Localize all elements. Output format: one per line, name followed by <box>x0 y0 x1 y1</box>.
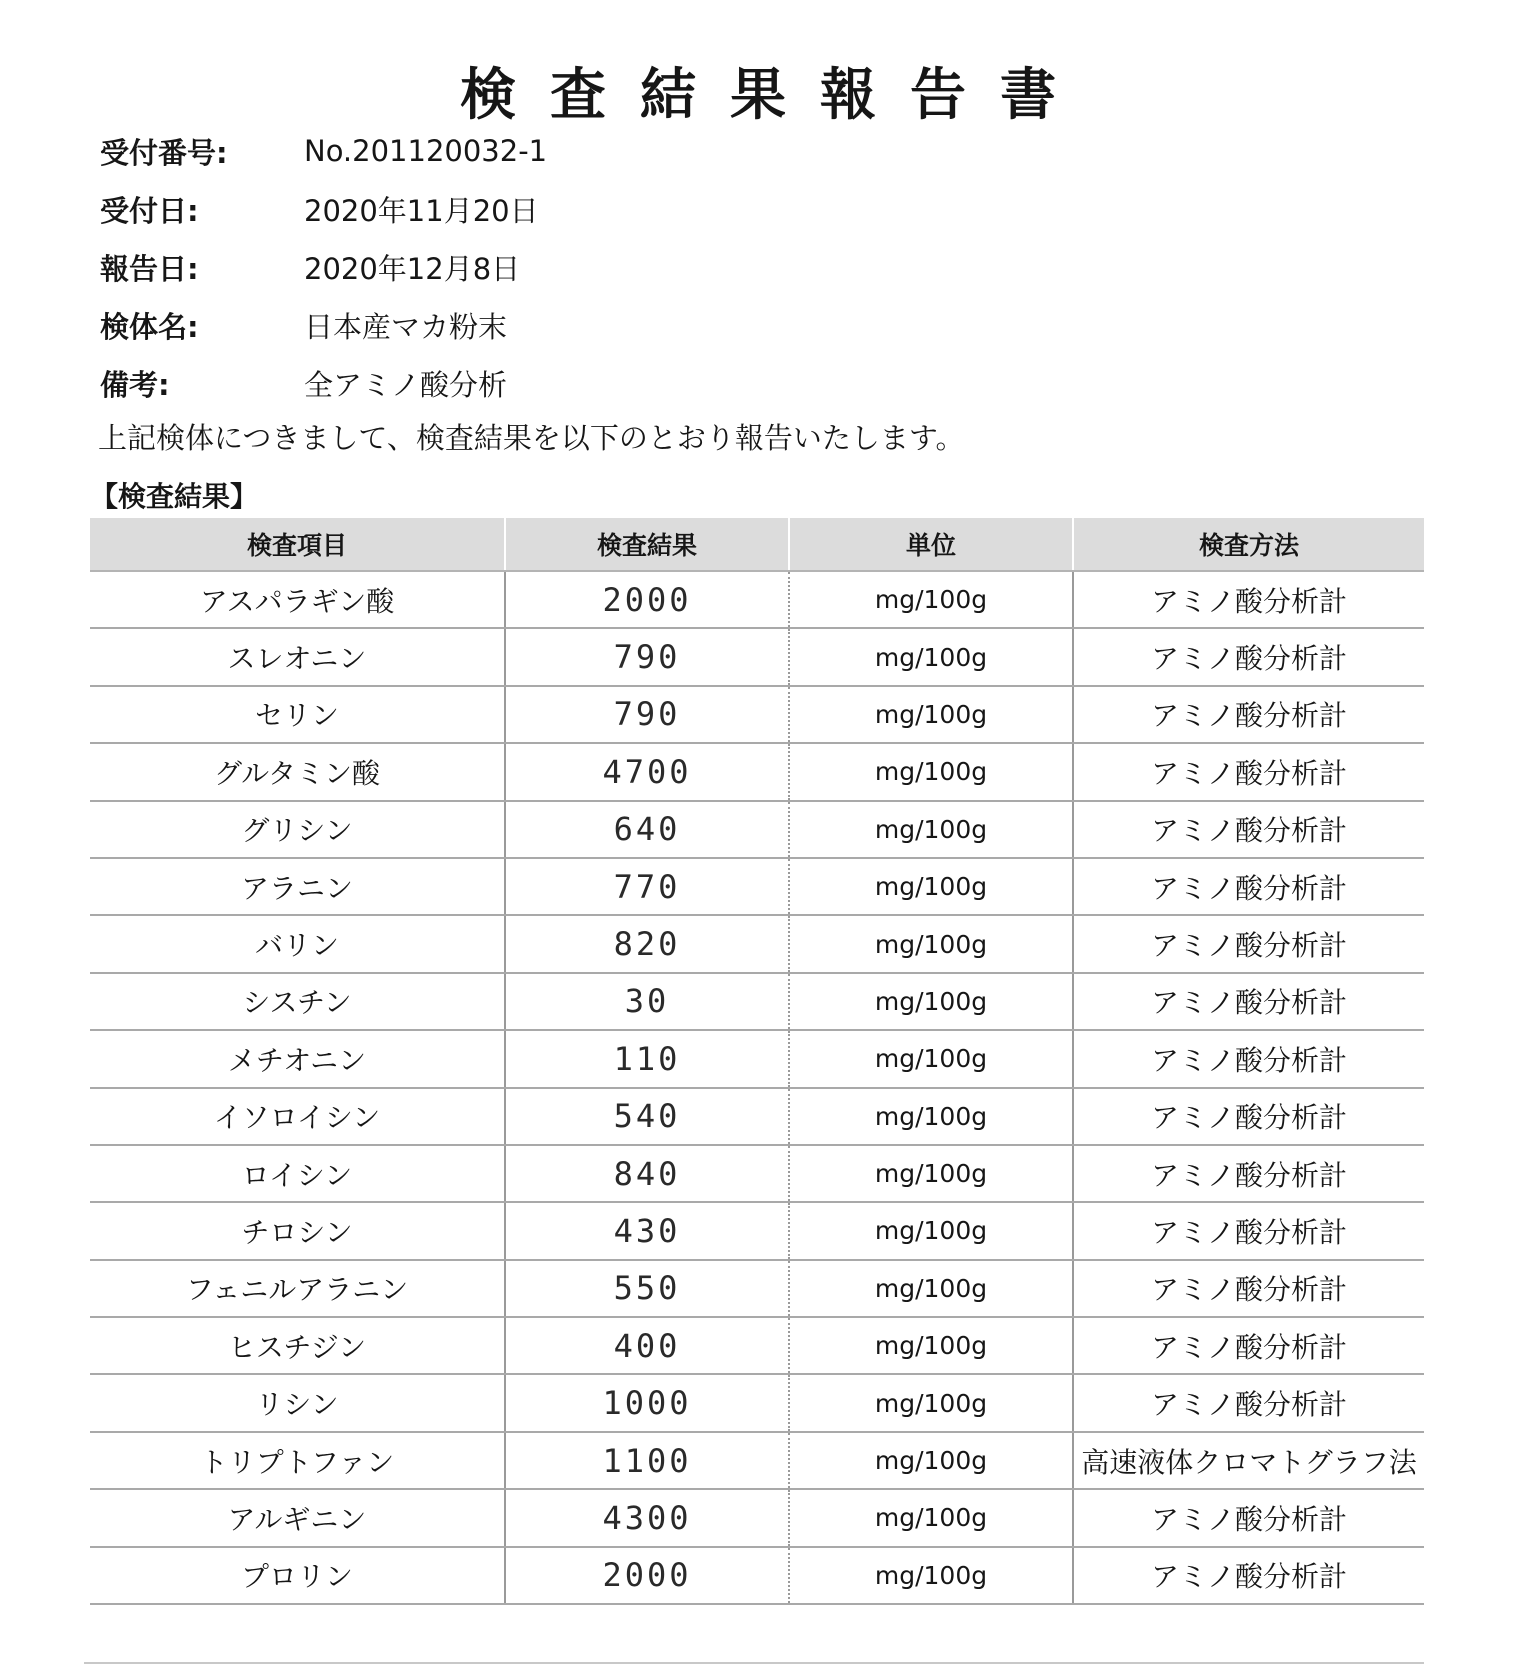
cell-unit: mg/100g <box>790 1261 1074 1316</box>
bottom-rule <box>84 1662 1424 1664</box>
cell-unit: mg/100g <box>790 629 1074 684</box>
cell-item: グルタミン酸 <box>90 744 506 799</box>
cell-item: プロリン <box>90 1548 506 1603</box>
cell-method: アミノ酸分析計 <box>1150 584 1347 618</box>
cell-result: 540 <box>506 1089 790 1144</box>
table-row <box>90 916 1424 973</box>
cell-result: 2000 <box>506 572 790 627</box>
cell-item: アスパラギン酸 <box>90 572 506 627</box>
cell-item: フェニルアラニン <box>90 1261 506 1316</box>
cell-result: 840 <box>506 1146 790 1201</box>
header-item: 検査項目 <box>90 518 506 570</box>
header-unit: 単位 <box>790 518 1074 570</box>
cell-method: 高速液体クロマトグラフ法 <box>1081 1445 1417 1479</box>
table-row <box>90 1261 1424 1318</box>
cell-unit: mg/100g <box>790 916 1074 971</box>
cell-item: シスチン <box>90 974 506 1029</box>
cell-method: アミノ酸分析計 <box>1150 986 1347 1020</box>
table-row <box>90 629 1424 686</box>
cell-method: アミノ酸分析計 <box>1150 1101 1347 1135</box>
cell-item: バリン <box>90 916 506 971</box>
cell-item: チロシン <box>90 1203 506 1258</box>
cell-item: アラニン <box>90 859 506 914</box>
cell-result: 820 <box>506 916 790 971</box>
cell-item: リシン <box>90 1375 506 1430</box>
cell-unit: mg/100g <box>790 1548 1074 1603</box>
info-row-reception-number <box>100 122 547 180</box>
cell-unit: mg/100g <box>790 572 1074 627</box>
info-value: 日本産マカ粉末 <box>304 309 508 344</box>
section-title: 【検査結果】 <box>90 480 259 513</box>
cell-item: スレオニン <box>90 629 506 684</box>
cell-result: 4300 <box>506 1490 790 1545</box>
cell-result: 4700 <box>506 744 790 799</box>
info-value: 2020年12月8日 <box>304 251 521 286</box>
cell-unit: mg/100g <box>790 974 1074 1029</box>
cell-method: アミノ酸分析計 <box>1150 1560 1347 1594</box>
cell-unit: mg/100g <box>790 859 1074 914</box>
table-row <box>90 1146 1424 1203</box>
cell-method: アミノ酸分析計 <box>1150 1273 1347 1307</box>
info-label: 受付番号: <box>100 135 228 170</box>
table-row <box>90 859 1424 916</box>
cell-method: アミノ酸分析計 <box>1150 1502 1347 1536</box>
cell-unit: mg/100g <box>790 1031 1074 1086</box>
info-label: 受付日: <box>100 193 199 228</box>
table-row <box>90 687 1424 744</box>
cell-result: 1100 <box>506 1433 790 1488</box>
cell-method: アミノ酸分析計 <box>1150 642 1347 676</box>
header-result: 検査結果 <box>506 518 790 570</box>
cell-result: 110 <box>506 1031 790 1086</box>
table-row <box>90 1548 1424 1605</box>
cell-result: 430 <box>506 1203 790 1258</box>
cell-item: アルギニン <box>90 1490 506 1545</box>
table-row <box>90 802 1424 859</box>
cell-result: 790 <box>506 629 790 684</box>
intro-text: 上記検体につきまして、検査結果を以下のとおり報告いたします。 <box>98 421 965 455</box>
cell-unit: mg/100g <box>790 802 1074 857</box>
table-body <box>90 572 1424 1605</box>
cell-unit: mg/100g <box>790 687 1074 742</box>
cell-method: アミノ酸分析計 <box>1150 1215 1347 1249</box>
cell-result: 550 <box>506 1261 790 1316</box>
cell-unit: mg/100g <box>790 1375 1074 1430</box>
info-row-remarks <box>100 354 547 412</box>
cell-item: グリシン <box>90 802 506 857</box>
table-row <box>90 1031 1424 1088</box>
cell-item: ロイシン <box>90 1146 506 1201</box>
info-label: 報告日: <box>100 251 199 286</box>
cell-method: アミノ酸分析計 <box>1150 814 1347 848</box>
table-row <box>90 572 1424 629</box>
cell-unit: mg/100g <box>790 1089 1074 1144</box>
table-row <box>90 974 1424 1031</box>
results-table <box>90 518 1424 1605</box>
info-label: 備考: <box>100 367 170 402</box>
info-label: 検体名: <box>100 309 199 344</box>
table-row <box>90 744 1424 801</box>
cell-result: 400 <box>506 1318 790 1373</box>
cell-unit: mg/100g <box>790 1203 1074 1258</box>
cell-unit: mg/100g <box>790 1318 1074 1373</box>
info-value: No.201120032-1 <box>304 134 548 168</box>
cell-item: ヒスチジン <box>90 1318 506 1373</box>
header-method: 検査方法 <box>1198 531 1299 560</box>
cell-unit: mg/100g <box>790 744 1074 799</box>
table-header <box>90 518 1424 572</box>
cell-unit: mg/100g <box>790 1433 1074 1488</box>
cell-method: アミノ酸分析計 <box>1150 756 1347 790</box>
info-value: 全アミノ酸分析 <box>304 367 508 402</box>
cell-result: 640 <box>506 802 790 857</box>
info-row-sample-name <box>100 296 547 354</box>
cell-unit: mg/100g <box>790 1146 1074 1201</box>
cell-result: 30 <box>506 974 790 1029</box>
table-row <box>90 1490 1424 1547</box>
document-title: 検査結果報告書 <box>460 63 1090 128</box>
cell-method: アミノ酸分析計 <box>1150 1158 1347 1192</box>
cell-method: アミノ酸分析計 <box>1150 699 1347 733</box>
table-row <box>90 1318 1424 1375</box>
info-block <box>100 122 547 412</box>
table-row <box>90 1203 1424 1260</box>
cell-method: アミノ酸分析計 <box>1150 1043 1347 1077</box>
info-row-report-date <box>100 238 547 296</box>
cell-result: 770 <box>506 859 790 914</box>
cell-item: メチオニン <box>90 1031 506 1086</box>
cell-method: アミノ酸分析計 <box>1150 929 1347 963</box>
cell-item: イソロイシン <box>90 1089 506 1144</box>
info-row-reception-date <box>100 180 547 238</box>
table-row <box>90 1375 1424 1432</box>
cell-item: セリン <box>90 687 506 742</box>
cell-method: アミノ酸分析計 <box>1150 1330 1347 1364</box>
table-row <box>90 1089 1424 1146</box>
table-row <box>90 1433 1424 1490</box>
cell-method: アミノ酸分析計 <box>1150 871 1347 905</box>
cell-result: 2000 <box>506 1548 790 1603</box>
cell-result: 1000 <box>506 1375 790 1430</box>
info-value: 2020年11月20日 <box>304 193 539 228</box>
cell-item: トリプトファン <box>90 1433 506 1488</box>
cell-result: 790 <box>506 687 790 742</box>
cell-method: アミノ酸分析計 <box>1150 1388 1347 1422</box>
cell-unit: mg/100g <box>790 1490 1074 1545</box>
